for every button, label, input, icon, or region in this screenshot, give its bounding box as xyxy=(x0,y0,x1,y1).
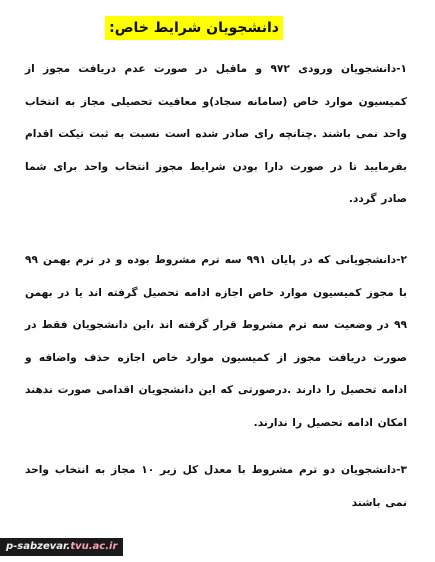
page-title: دانشجویان شرایط خاص: xyxy=(105,16,283,40)
paragraph-2: ۲-دانشجویانی که در پایان ۹۹۱ سه ترم مشروط بوده و در ترم بهمن ۹۹ با مجوز کمیسیون موارد خاص اجازه ادامه تحصیل گرفته اند یا در بهمن ۹۹ در وضعیت سه ترم مشروط قرار گرفته اند ،این دانشجویان فقط در صورت دریافت مجوز از کمیسیون موارد خاص اجازه حذف واضافه و ادامه تحصیل را دارند .درصورتی که این دانشجویان اقدامی صورت ندهند امکان ادامه تحصیل را ندارند. xyxy=(25,254,407,429)
watermark-prefix: p-sabzevar. xyxy=(6,541,71,552)
paragraph-1: ۱-دانشجویان ورودی ۹۷۲ و ماقبل در صورت عدم دریافت مجوز از کمیسیون موارد خاص (سامانه سجاد)و معافیت تحصیلی مجاز به انتخاب واحد نمی باشند .چنانچه رای صادر شده است نسبت به ثبت تیکت اقدام بفرمایید تا در صورت دارا بودن شرایط مجوز انتخاب واحد برای شما صادر گردد. xyxy=(25,63,407,205)
watermark-domain: tvu.ac.ir xyxy=(70,541,118,552)
site-watermark xyxy=(0,538,123,556)
paragraph-3: ۳-دانشجویان دو ترم مشروط با معدل کل زیر ۱۰ مجاز به انتخاب واحد نمی باشند xyxy=(25,464,407,509)
